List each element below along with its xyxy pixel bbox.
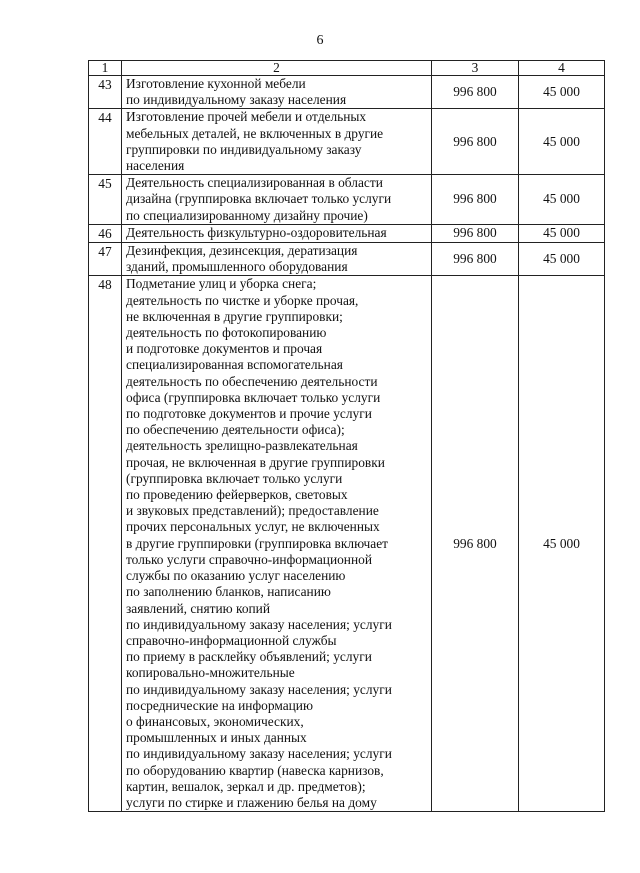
description-line: Изготовление прочей мебели и отдельных <box>126 109 367 125</box>
description-line: офиса (группировка включает только услуги <box>126 389 381 405</box>
activity-description <box>122 76 432 109</box>
column-header-3: 3 <box>432 61 519 76</box>
description-line: картин, вешалок, зеркал и др. предметов); <box>126 778 366 794</box>
description-line: населения <box>126 158 185 174</box>
description-line: в другие группировки (группировка включает <box>126 535 389 551</box>
table-row <box>89 276 605 812</box>
row-number: 47 <box>89 243 122 276</box>
table-row <box>89 175 605 225</box>
description-line: посреднические на информацию <box>126 697 313 713</box>
description-line: по заполнению бланков, написанию <box>126 584 331 600</box>
row-number: 48 <box>89 276 122 812</box>
description-line: по индивидуальному заказу населения; услуги <box>126 616 392 632</box>
description-line: по оборудованию квартир (навеска карнизов, <box>126 762 384 778</box>
description-line: Дезинфекция, дезинсекция, дератизация <box>126 243 358 259</box>
value-column-3: 996 800 <box>432 175 519 225</box>
activity-description <box>122 175 432 225</box>
row-number: 43 <box>89 76 122 109</box>
table-row <box>89 109 605 175</box>
description-line: деятельность по фотокопированию <box>126 325 327 341</box>
description-line: дизайна (группировка включает только услуги <box>126 191 392 207</box>
value-column-4: 45 000 <box>519 224 605 242</box>
description-line: Деятельность физкультурно-оздоровительная <box>126 225 387 241</box>
description-line: не включенная в другие группировки; <box>126 308 343 324</box>
description-line: зданий, промышленного оборудования <box>126 259 348 275</box>
value-column-3: 996 800 <box>432 243 519 276</box>
table-row <box>89 224 605 242</box>
description-line: специализированная вспомогательная <box>126 357 343 373</box>
activity-description <box>122 276 432 812</box>
row-number: 45 <box>89 175 122 225</box>
page-number: 6 <box>316 33 324 48</box>
value-column-3: 996 800 <box>432 76 519 109</box>
value-column-4: 45 000 <box>519 243 605 276</box>
value-column-4: 45 000 <box>519 76 605 109</box>
description-line: и звуковых представлений); предоставление <box>126 503 379 519</box>
description-line: прочая, не включенная в другие группировки <box>126 454 385 470</box>
description-line: Изготовление кухонной мебели <box>126 76 306 91</box>
description-line: только услуги справочно-информационной <box>126 551 372 567</box>
description-line: по индивидуальному заказу населения; услуги <box>126 746 392 762</box>
table-body <box>89 61 605 812</box>
column-header-1: 1 <box>89 61 122 76</box>
description-line: заявлений, снятию копий <box>126 600 271 616</box>
table-header-row <box>89 61 605 76</box>
description-line: деятельность по чистке и уборке прочая, <box>126 292 359 308</box>
description-line: и подготовке документов и прочая <box>126 341 323 357</box>
description-line: (группировка включает только услуги <box>126 470 343 486</box>
description-line: Деятельность специализированная в области <box>126 175 383 191</box>
row-number: 46 <box>89 224 122 242</box>
column-header-4: 4 <box>519 61 605 76</box>
table-row <box>89 243 605 276</box>
description-line: промышленных и иных данных <box>126 730 307 746</box>
description-line: услуги по стирке и глажению белья на дому <box>126 794 377 810</box>
value-column-4: 45 000 <box>519 175 605 225</box>
description-line: по индивидуальному заказу населения; услуги <box>126 681 392 697</box>
activity-description <box>122 224 432 242</box>
description-line: о финансовых, экономических, <box>126 713 304 729</box>
description-line: деятельность по обеспечению деятельности <box>126 373 378 389</box>
description-line: по приему в расклейку объявлений; услуги <box>126 649 372 665</box>
description-line: по специализированному дизайну прочие) <box>126 207 368 223</box>
description-line: по проведению фейерверков, световых <box>126 487 348 503</box>
value-column-3: 996 800 <box>432 109 519 175</box>
row-number: 44 <box>89 109 122 175</box>
description-line: деятельность зрелищно-развлекательная <box>126 438 358 454</box>
description-line: копировально-множительные <box>126 665 295 681</box>
description-line: прочих персональных услуг, не включенных <box>126 519 380 535</box>
description-line: мебельных деталей, не включенных в другие <box>126 125 384 141</box>
column-header-2: 2 <box>122 61 432 76</box>
description-line: по подготовке документов и прочие услуги <box>126 406 372 422</box>
activity-description <box>122 243 432 276</box>
activity-description <box>122 109 432 175</box>
description-line: справочно-информационной службы <box>126 632 337 648</box>
description-line: по обеспечению деятельности офиса); <box>126 422 345 438</box>
description-line: группировки по индивидуальному заказу <box>126 141 362 157</box>
value-column-3: 996 800 <box>432 224 519 242</box>
tariff-table <box>88 60 605 812</box>
description-line: Подметание улиц и уборка снега; <box>126 276 317 292</box>
value-column-3: 996 800 <box>432 276 519 812</box>
value-column-4: 45 000 <box>519 109 605 175</box>
description-line: службы по оказанию услуг населению <box>126 568 346 584</box>
description-line: по индивидуальному заказу населения <box>126 92 347 108</box>
value-column-4: 45 000 <box>519 276 605 812</box>
table-row <box>89 76 605 109</box>
